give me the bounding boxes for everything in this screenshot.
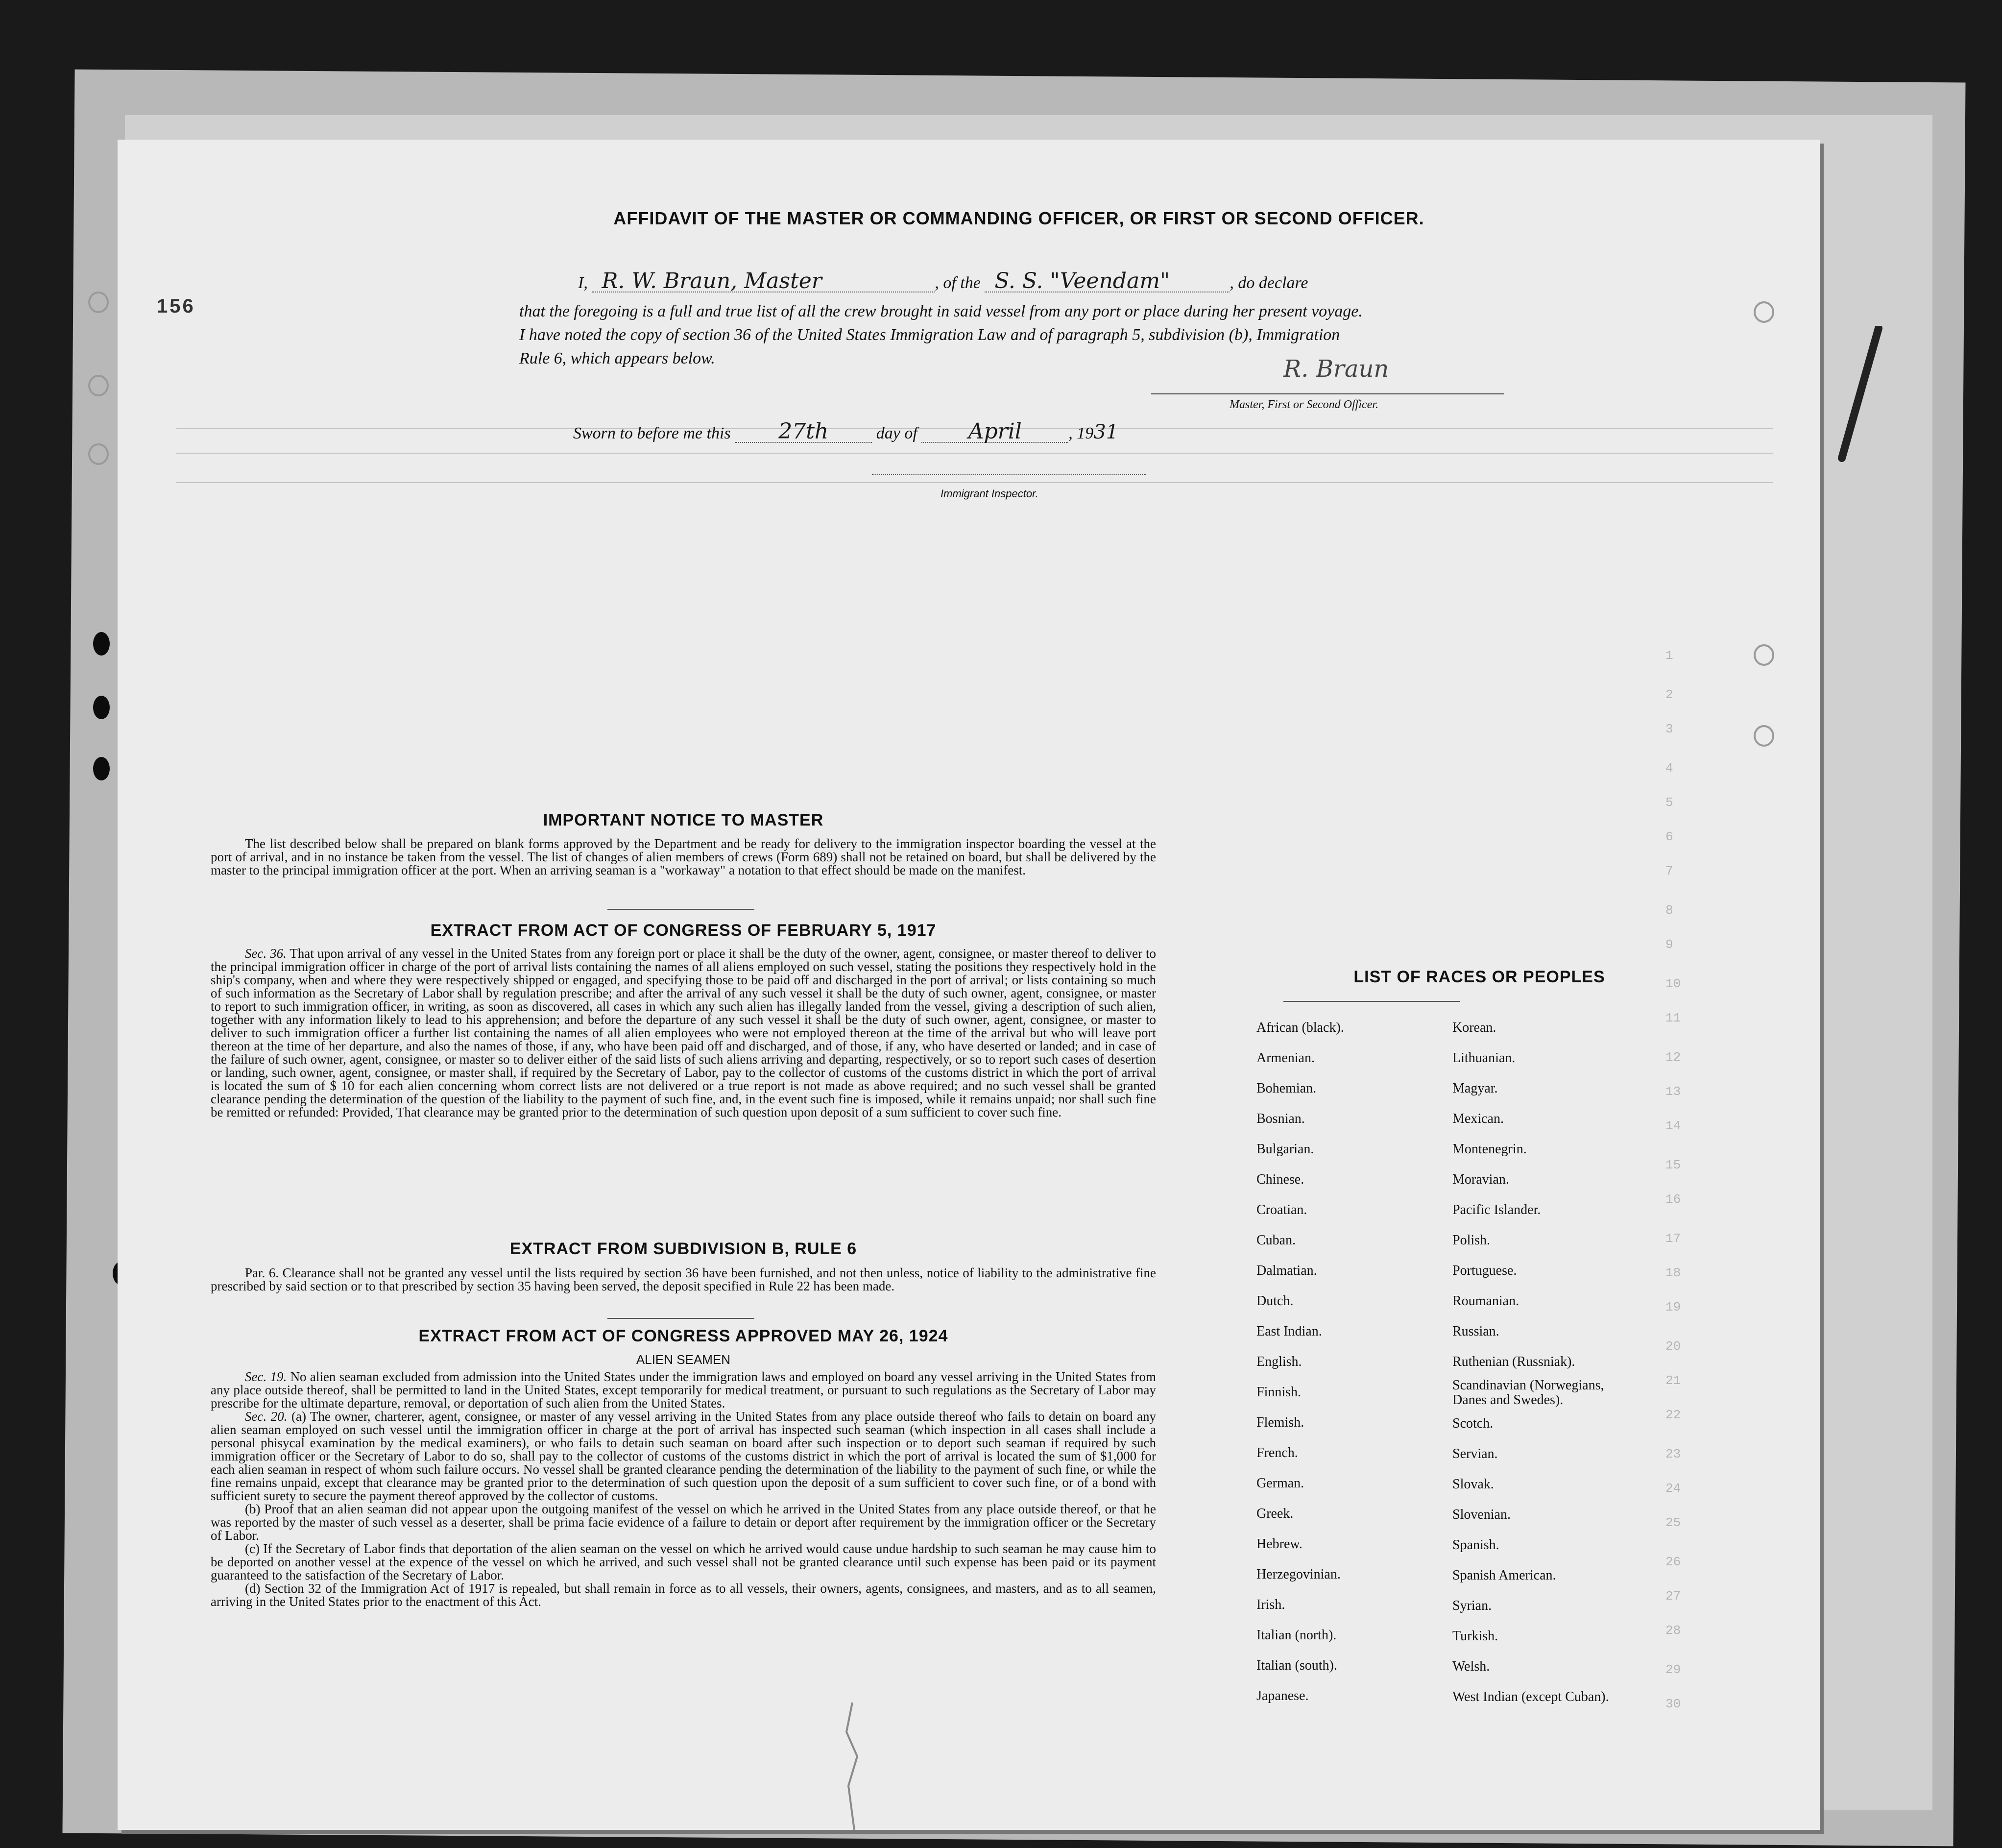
race-item: Lithuanian. (1452, 1050, 1516, 1066)
subdivision-b-text: Par. 6. Clearance shall not be granted any vessel until the lists required by section 36 have been furnished, and not then unless, notice of liability to the administrative fine prescribed by said section or to that prescribed by section 35 having been served, the deposit specified in Rule 22 has been made. (211, 1265, 1156, 1293)
affidavit-title: AFFIDAVIT OF THE MASTER OR COMMANDING OFFICER, OR FIRST OR SECOND OFFICER. (613, 208, 1424, 228)
race-item: Ruthenian (Russniak). (1452, 1354, 1575, 1369)
races-left-column (1256, 1013, 1452, 1711)
race-item: Herzegovinian. (1256, 1567, 1341, 1582)
svg-text:27: 27 (1665, 1589, 1681, 1604)
svg-text:16: 16 (1665, 1192, 1681, 1207)
inspector-caption: Immigrant Inspector. (941, 487, 1038, 500)
svg-text:7: 7 (1665, 864, 1673, 878)
svg-text:28: 28 (1665, 1623, 1681, 1638)
race-item: Bohemian. (1256, 1081, 1317, 1096)
svg-text:24: 24 (1665, 1481, 1681, 1496)
declaration-do-declare: , do declare (1230, 274, 1308, 292)
svg-text:11: 11 (1665, 1011, 1681, 1025)
affidavit-declaration (578, 268, 1577, 293)
svg-text:1: 1 (1665, 648, 1673, 663)
race-item: Polish. (1452, 1233, 1491, 1248)
race-item: French. (1256, 1445, 1298, 1460)
race-item: West Indian (except Cuban). (1452, 1689, 1609, 1704)
race-item: Pacific Islander. (1452, 1202, 1541, 1217)
race-item: Japanese. (1256, 1688, 1309, 1703)
declaration-of-the: , of the (935, 274, 981, 292)
race-item: Magyar. (1452, 1081, 1498, 1096)
svg-text:23: 23 (1665, 1447, 1681, 1461)
race-item: German. (1256, 1476, 1304, 1491)
svg-text:29: 29 (1665, 1662, 1681, 1677)
ring-hole (88, 375, 109, 396)
race-item: Mexican. (1452, 1111, 1504, 1126)
section-divider (607, 1318, 754, 1319)
svg-text:21: 21 (1665, 1373, 1681, 1388)
race-item: Korean. (1452, 1020, 1496, 1035)
svg-text:30: 30 (1665, 1697, 1681, 1711)
manifest-sheet (118, 140, 1820, 1830)
svg-text:9: 9 (1665, 937, 1673, 952)
subdivision-b-title: EXTRACT FROM SUBDIVISION B, RULE 6 (509, 1240, 857, 1258)
svg-text:22: 22 (1665, 1408, 1681, 1422)
svg-text:13: 13 (1665, 1084, 1681, 1099)
extract-1924-title: EXTRACT FROM ACT OF CONGRESS APPROVED MAY 26, 1924 (418, 1327, 948, 1345)
extract-1924-subtitle: ALIEN SEAMEN (636, 1352, 731, 1367)
race-item: Italian (south). (1256, 1658, 1337, 1673)
race-item: Servian. (1452, 1446, 1498, 1461)
race-item: Croatian. (1256, 1202, 1307, 1217)
races-title: LIST OF RACES OR PEOPLES (1353, 968, 1605, 986)
race-item: Moravian. (1452, 1172, 1509, 1187)
race-item: Turkish. (1452, 1629, 1498, 1644)
races-right-column (1452, 1013, 1727, 1712)
signature-line (1151, 393, 1504, 394)
sec-20d-text: (d) Section 32 of the Immigration Act of 1917 is repealed, but shall remain in force as to all vessels, their owners, agents, consignees, and masters, and as to all seamen, arriving in the United States prior to the enactment of this Act. (211, 1581, 1156, 1609)
race-item: Russian. (1452, 1324, 1499, 1339)
signature-caption: Master, First or Second Officer. (1230, 398, 1378, 411)
svg-text:3: 3 (1665, 722, 1673, 736)
race-item: Greek. (1256, 1506, 1294, 1521)
sworn-line (573, 421, 1357, 444)
svg-text:17: 17 (1665, 1231, 1681, 1246)
svg-text:14: 14 (1665, 1119, 1681, 1133)
master-signature: R. Braun (1283, 355, 1389, 383)
race-item: Irish. (1256, 1597, 1285, 1612)
sec-20b-text: (b) Proof that an alien seaman did not appear upon the outgoing manifest of the vessel on which he arrived in the United States from any place outside thereof, or that he was reported by the master of such vessel as a deserter, shall be prima facie evidence of a failure to detain or deport after requirement by the immigration officer or the Secretary of Labor. (211, 1502, 1156, 1543)
extract-1917-title: EXTRACT FROM ACT OF CONGRESS OF FEBRUARY 5, 1917 (430, 921, 937, 940)
pencil-mark (1832, 326, 1891, 463)
svg-text:12: 12 (1665, 1050, 1681, 1065)
sec-20c-text: (c) If the Secretary of Labor finds that deportation of the alien seaman on the vessel on which he arrived would cause undue hardship to such seaman he may cause him to be deported on another vessel at the expence of the vessel on which he arrived, and such vessel shall not be granted clearance until such expense has been paid or its payment guaranteed to the satisfaction of the Secretary of Labor. (211, 1541, 1156, 1582)
race-item: Scandinavian (Norwegians, Danes and Swedes). (1452, 1378, 1604, 1408)
race-item: Syrian. (1452, 1598, 1492, 1613)
svg-text:2: 2 (1665, 687, 1673, 702)
vessel-name-field: S. S. "Veendam" (985, 271, 1230, 292)
race-item: Bulgarian. (1256, 1142, 1314, 1157)
race-item: Dutch. (1256, 1293, 1294, 1309)
extract-1917-body (211, 947, 1156, 1119)
svg-text:19: 19 (1665, 1300, 1681, 1314)
sworn-day-field: 27th (735, 421, 872, 443)
races-title-rule (1283, 1001, 1460, 1002)
svg-text:25: 25 (1665, 1515, 1681, 1530)
race-item: East Indian. (1256, 1324, 1322, 1339)
race-item: African (black). (1256, 1020, 1344, 1035)
svg-text:26: 26 (1665, 1555, 1681, 1569)
year-prefix: , 19 (1068, 424, 1094, 442)
race-item: Hebrew. (1256, 1536, 1303, 1552)
svg-text:4: 4 (1665, 761, 1673, 776)
sec-36-label: Sec. 36. (245, 946, 287, 961)
declaration-i: I, (578, 274, 588, 292)
affidavit-line-2: that the foregoing is a full and true list of all the crew brought in said vessel from any port or place during her present voyage. (519, 302, 1363, 320)
extract-1924-body (211, 1370, 1156, 1608)
inspector-signature-line (872, 474, 1146, 475)
notice-text: The list described below shall be prepared on blank forms approved by the Department and be ready for delivery to the immigration inspector boarding the vessel at the port of arrival, and in no instance be taken from the vessel. The list of changes of alien members of crews (Form 689) shall not be retained on board, but shall be delivered by the master to the principal immigration officer at the port. When an arriving seaman is a "workaway" a notation to that effect should be made on the manifest. (211, 836, 1156, 877)
race-item: Slovak. (1452, 1477, 1494, 1492)
sworn-label: Sworn to before me this (573, 424, 731, 442)
race-item: Portuguese. (1452, 1263, 1517, 1278)
day-of-label: day of (876, 424, 917, 442)
sworn-month-field: April (921, 421, 1068, 443)
section-divider (607, 909, 754, 910)
sec-19-text: No alien seaman excluded from admission into the United States under the immigration laws and employed on board any vessel arriving in the United States from any place outside thereof, shall be permitted to land in the United States, except temporarily for medical treatment, or pursuant to such regulations as the Secretary of Labor may prescribe for the ultimate departure, removal, or deportation of such alien from the United States. (211, 1369, 1157, 1410)
sec-20a-paragraph (211, 1410, 1156, 1503)
sec-36-text: That upon arrival of any vessel in the United States from any foreign port or place it shall be the duty of the owner, agent, consignee, or master thereof to deliver to the principal immigration officer in charge of the port of arrival lists containing the names of all aliens employed on such vessel, stating the positions they respectively hold in the ship's company, when and where they were respectively shipped or engaged, and specifying those to be paid off and discharged in the port of arrival; or lists containing so much of such information as the Secretary of Labor shall by regulation prescribe; and after the arrival of any such vessel it shall be the duty of such owner, agent, consignee, or master to report to such immigration officer, in writing, as soon as discovered, all cases in which any such alien has illegally landed from the vessel, giving a description of such alien, together with any information likely to lead to his apprehension; and before the departure of any such vessel it shall be the duty of such owner, agent, consignee, or master to deliver to such immigration officer a further list containing the names of all alien employees who were not employed thereon at the time of the arrival but who will leave port thereon at the time of her departure, and also the names of those, if any, who have been paid off and discharged, and of those, if any, who have deserted or landed; and in case of the failure of such owner, agent, consignee, or master so to deliver either of the said lists of such aliens arriving and departing, respectively, or so to report such cases of desertion or landing, such owner, agent, consignee, or master shall, if required by the Secretary of Labor, pay to the collector of customs of the customs district in which the port of arrival is located the sum of $ 10 for each alien concerning whom correct lists are not delivered or a true report is not made as above required; and no such vessel shall be granted clearance pending the determination of the question of the liability to the payment of such fine, and, in the event such fine is imposed, while it remains unpaid; nor shall such fine be remitted or refunded: Provided, That clearance may be granted prior to the determination of such question upon deposit of a sum sufficient to cover such fine. (211, 946, 1156, 1119)
ring-hole (88, 292, 109, 313)
notice-title: IMPORTANT NOTICE TO MASTER (543, 811, 824, 829)
svg-text:20: 20 (1665, 1339, 1681, 1354)
race-item: Montenegrin. (1452, 1142, 1527, 1157)
race-item: Chinese. (1256, 1172, 1304, 1187)
race-item: Finnish. (1256, 1385, 1302, 1400)
race-item: Italian (north). (1256, 1628, 1337, 1643)
svg-text:18: 18 (1665, 1265, 1681, 1280)
race-item: Slovenian. (1452, 1507, 1511, 1522)
sec-19-label: Sec. 19. (245, 1369, 287, 1384)
sworn-year-field: 31 (1093, 421, 1119, 443)
race-item: Dalmatian. (1256, 1263, 1317, 1278)
ring-hole (88, 443, 109, 465)
race-item: Spanish American. (1452, 1568, 1556, 1583)
race-item: Flemish. (1256, 1415, 1304, 1430)
sec-19-paragraph (211, 1370, 1156, 1410)
punch-hole (93, 696, 110, 719)
svg-text:8: 8 (1665, 903, 1673, 918)
race-item: Armenian. (1256, 1050, 1315, 1066)
sec-20a-text: (a) The owner, charterer, agent, consignee, or master of any vessel arriving in the United States from any place outside thereof who fails to detain on board any alien seaman employed on such vessel until the immigration officer in charge at the port of arrival has inspected such seaman (which inspection in all cases shall include a personal phisycal examination by the medical examiners), or who fails to detain such seaman on board after such inspection or to deport such seaman if required by such immigration officer or the Secretary of Labor to do so, shall pay to the collector of customs of the customs district in which the port of arrival is located the sum of $1,000 for each alien seaman in respect of whom such failure occurs. No vessel shall be granted clearance pending the determination of the liability to the payment of such fine, or while the fine remains unpaid, except that clearance may be granted prior to the determination of such question upon the deposit of a sum sufficient to cover such fine, or of a bond with sufficient surety to secure the payment thereof approved by the collector of customs. (211, 1409, 1157, 1503)
svg-text:5: 5 (1665, 795, 1673, 810)
paper-tear (823, 1702, 882, 1830)
race-item: Roumanian. (1452, 1293, 1520, 1309)
punch-hole (93, 757, 110, 780)
race-item: Spanish. (1452, 1537, 1499, 1553)
svg-text:10: 10 (1665, 976, 1681, 991)
svg-text:6: 6 (1665, 829, 1673, 844)
race-item: Scotch. (1452, 1416, 1494, 1431)
race-item: English. (1256, 1354, 1302, 1369)
race-item: Welsh. (1452, 1659, 1490, 1674)
sec-20-label: Sec. 20. (245, 1409, 288, 1424)
affidavit-line-4: Rule 6, which appears below. (519, 349, 715, 367)
page-number: 156 (157, 295, 195, 317)
svg-text:15: 15 (1665, 1158, 1681, 1172)
master-name-field: R. W. Braun, Master (592, 271, 935, 292)
punch-hole (93, 632, 110, 656)
race-item: Bosnian. (1256, 1111, 1305, 1126)
affidavit-line-3: I have noted the copy of section 36 of the United States Immigration Law and of paragraph 5, subdivision (b), Immigration (519, 326, 1340, 344)
race-item: Cuban. (1256, 1233, 1296, 1248)
